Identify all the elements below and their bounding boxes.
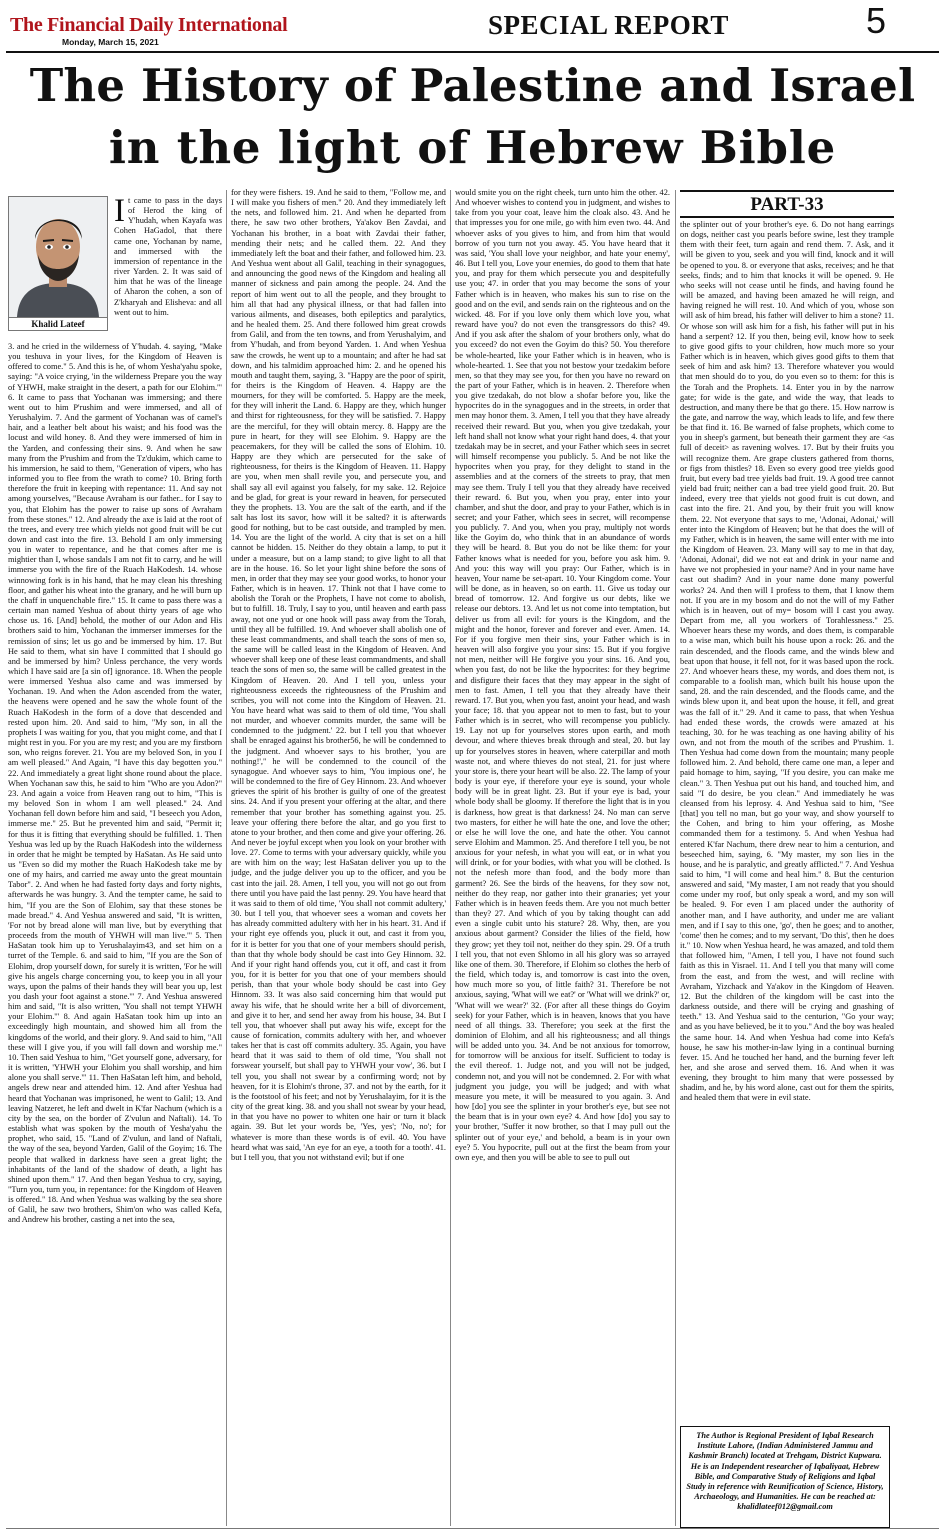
footer-rule bbox=[6, 1528, 939, 1529]
masthead bbox=[0, 0, 945, 52]
intro-text: t came to pass in the days of Herod the king of Y'hudah, when Kayafa was Cohen HaGadol, that there came one, Yochanan by name, and immersed with the immersion of repentance in the river Yarden. 2. It was said of him that he was of the lineage of Aharon the cohen, a son of Z'kharyah and Elisheva: and all went out to him. bbox=[114, 196, 222, 317]
author-name-caption: Khalid Lateef bbox=[8, 317, 108, 331]
author-photo-illustration bbox=[9, 197, 107, 317]
author-bio: The Author is Regional President of Iqbal Research Institute Lahore, (Indian Administered Jammu and Kashmir Branch) located at Trehgam, District Kupwara. He is an Independent researcher of Iqbaliyaat, Hebrew Bible, and Comparative Study of Religions and Iqbal Study in reference with Reunification of Science, History, Archaeology, and Humanities. He can be reached at: khalidlateef012@gmail.com bbox=[686, 1431, 884, 1512]
issue-date: Monday, March 15, 2021 bbox=[62, 37, 159, 47]
part-label: PART-33 bbox=[680, 190, 894, 218]
column-1-text: 3. and he cried in the wilderness of Y'hudah. 4. saying, "Make you teshuva in your lives, for the Kingdom of Heaven is offered to come." 5. And this is he, of whom Yesha'yahu spoke, saying: "A voice crying, 'in the wilderness Prepare you the way of YHWH, make straight in the desert, a path for our Elohim.'" 6. It came to pass that Yochanan was immersing; and there went out to him P'rushim and were immersed, and all of Yerushalyim. 7. And the garment of Yochanan was of camel's hair, and a leather belt about his waist; and his food was the locust and wild honey. 8. And they were immersed of him in the Yarden, and confessing their sins. 9. And when he saw many from the P'rushim and from the Tz'dukim, which came to his immersion, he said to them, "Generation of vipers, who has informed you to flee from the wrath to come? 10. Bring forth therefore the fruit in keeping with repentance: 11. And say not among yourselves, "Because Avraham is our father.. for I say to you, that Elohim has the power to raise up sons of Avraham from these stones." 12. And already the axe is laid at the root of the trees, and every tree which yields not good fruit will be cut down and cast into the fire. 13. Behold I am only immersing you in water to repentance, and he that comes after me is mightier than I, whose sandals I am not fit to carry, and he will immerse you with the fire of the Ruach HaKodesh. 14. whose winnowing fork is in his hand, that he may clean his threshing floor, and gather his wheat into the granary, and he will burn up the chaff in unquenchable fire." 15. It came to pass there was a certain man named Yeshua of about thirty years of age who chose us. 16. [And] behold, the mother of our Adon and His brothers said to him, Yochanan the immerser immerses for the remission of sins; let us go and be immersed by him. 17. But He said to them, what sin have I committed that I should go and be immersed by him? Unless perchance, the very words which I have said are [a sin of] ignorance. 18. When the people were immersed Yeshua also came and was immersed by Yochanan. 19. And when the Adon ascended from the water, the heavens were opened and he saw the whole fount of the Ruach HaKodesh in the form of a dove that descended and rested upon him. 20. And said to him, "My son, in all the prophets I was waiting for you, that you might come, and that I might rest in you. For you are my rest; and you are my firstborn son, who reigns forever. 21. You are my beloved Son, in you I am well pleased." And Again, "I have this day begotten you." 22. And immediately a great light shone round about the place. When Yochanan saw this, he said to him "Who are you Adon?" 23. And again a voice from Heaven rang out to him, "This is my beloved Son in whom I am well pleased." 24. And Yochanan fell down before him and said, "I beseech you Adon, immerse me." 25. But he prevented him and said, "Permit it; for thus it is fitting that everything should be fulfilled. 1. Then Yeshua was led up by the Ruach HaKodesh into the wilderness in order that he might be tempted by HaSatan. As He said unto us "Even so did my mother the Ruach HaKodesh take me by one of my hairs, and carried me away unto the great mountain Tabor". 2. And when he had fasted forty days and forty nights, afterwards he was hungry. 3. And the tempter came, he said to him, "If you are the Son of Elohim, say that these stones be made bread." 4. And Yeshua answered and said, "It is written, 'For not by bread alone will man live, but by everything that proceeds from the mouth of YHWH will man live.'" 5. Then HaSatan took him up to Yerushalayim43, and set him on a turret of the Temple. 6. and said to him, "If you are the Son of Elohim, drop yourself down, for surely it is written, 'For he will give his angels charge concerning you, to keep you in all your ways, upon the palms of their hands they will bear you up, lest you dash your foot against a stone.'" 7. And Yeshua answered him and said, "It is also written, 'You shall not tempt YHWH your Elohim.'" 8. And again HaSatan took him up into an exceedingly high mountain, and showed him all from the kingdoms of the world, and their glory. 9. And said to him, "All these will I give you, if you will fall down and worship me." 10. Then said Yeshua to him, "Get yourself gone, adversary, for it is written, 'YHWH your Elohim you shall worship, and him alone you shall serve.'" 11. Then HaSatan left him, and behold, angels drew near and attended him. 12. And after Yeshua had heard that Yochanan was imprisoned, he went to Galil; 13. And leaving Natzeret, he left and dwelt in K'far Nachum (which is a city by the sea, on the border of Z'vulun and Naftali). 14. To establish what was spoken by the mouth of Yesha'yahu the prophet, who said, 15. "Land of Z'vulun, and land of Naftali, the way of the sea, beyond Yarden, Galil of the Goyim; 16. The people that walked in darkness have seen a great light; the inhabitants of the land of the shadow of death, a light has shined upon them." 17. And then began Yeshua to cry, saying, "Turn you, turn you, in repentance: for the Kingdom of Heaven is offered." 18. And when Yeshua was walking by the sea shore of Galil, he saw two brothers, Shim'on who was called Kefa, and Andrew his brother, casting a net into the sea, bbox=[8, 342, 222, 1225]
column-divider bbox=[226, 190, 227, 1526]
article-intro bbox=[114, 193, 222, 318]
drop-cap: I bbox=[114, 193, 125, 229]
article-column-2 bbox=[231, 188, 446, 1528]
headline-line-2: in the light of Hebrew Bible bbox=[108, 121, 837, 174]
section-title: SPECIAL REPORT bbox=[488, 10, 729, 40]
column-4-text: the splinter out of your brother's eye. 6. Do not hang earrings on dogs, neither cast you pearls before swine, lest they trample them with their feet, turn again and rend them. 7. Ask, and it will be given to you, seek and you will find, knock and it will be opened to you. 8. or everyone that asks, receives; and he that seeks, finds; and to him that knocks it will be opened. 9. He who seeks will not cease until he finds, and having found he will be amazed, and having been amazed he will reign, and having reigned he will rest. 10. And which of you, whose son will ask of him bread, his father will deliver to him a stone? 11. Or whose son will ask him for a fish, his father will put in his hand a serpent? 12. If you then, being evil, know how to seek to give good gifts to your children, how much more so your Father which is in heaven, which gives good gifts to them that seek of him and ask him? 13. Therefore whatever you would that men should do to you, do you even so to them: for this is the Torah and the Prophets. 14. Enter you in by the narrow gate; for wide is the gate, and wide the way, that leads to destruction, and many there be that go there. 15. How narrow is the gate, and narrow the way, which leads to life, and few there be that find it. 16. Be warned of false prophets, which come to you in sheep's garment, but beneath their garment they are <as full of deceit> as ravening wolves. 17. But by their fruits you will recognize them. Are grape clusters gathered from thorns, or figs from thistles? 18. Even so every good tree yields good fruit, but every bad tree yields bad fruit. 19. A good tree cannot yield bad fruit; neither can a bad tree yield good fruit. 20. But indeed, every tree that yields not good fruit is cut down, and cast into the fire. 21. And you, by their fruit you will know them. 22. Not everyone that says to me, 'Adonai, Adonai,' will enter into the Kingdom of Heaven; but he that does the will of my Father, which is in heaven, the same will enter with me into the Kingdom of Heaven. 23. Many will say to me in that day, 'Adonai, Adonai', did we not eat and drink in your name and have we not prophesied in your name? And in your name have cast out shadim? And in your name done many powerful works? 24. And then will I profess to them, that I know them not. If you are in my bosom and do not the will of my Father which is in heaven, out of my= bosom will I cast you away. Depart from me, all you workers of Torahlessness." 25. Whoever hears these my words, and does them, is comparable to a wise man, which built his house upon a rock: 26. and the rain descended, and the floods came, and the winds blew and beat upon that house, it fell not, for it was based upon the rock. 27. And whoever hears these, my words, and does them not, is comparable to a foolish man, which built his house upon the sand, 28. and the rain descended, and the floods came, and the winds blew upon it, and beat upon the house, it fell, and great was the fall of it." 29. And it came to pass, that when Yeshua had ended these words, the crowds were amazed at his teaching, 30. for he was teaching as one having ability of his own, and not from the mouth of the scribes and P'rushim. 1. Then Yeshua had come down from the mountain; many people followed him. 2. And behold, there came one man, a leper and paid homage to him, saying, "If you desire, you can make me clean." 3. Then Yeshua put out his hand, and touched him, and said "I do desire, be you clean." And immediately he was cleansed from his leprosy. 4. And Yeshua said to him, "See [that] you tell no man, but go your way, and show yourself to the Cohen, and bring to him your offering, as Moshe commanded them for a testimony. 5. And when Yeshua had entered K'far Nachum, there drew near to him a centurion, and beseeched him, saying, 6. "My master, my son lies in the house, and he is paralytic, and greatly afflicted." 7. And Yeshua said to him, "I will come and heal him." 8. But the centurion answered and said, "My master, I am not ready that you should come under my roof, but only speak a word, and my son will be healed. 9. For even I am placed under the authority of another man, and I have authority, and under me are valiant men, and if I say to this one, 'go', then he goes; and to another, 'come' then he comes; and to my servant, 'Do this', then he does it." 10. Now when Yeshua heard, he was amazed, and told them that followed him, "Amen, I tell you, I have not found such faith as this in Yisrael. 11. And I tell you that many will come from the east, and from the west, and will recline with Avraham, Yizchack and Ya'akov in the Kingdom of Heaven. 12. But the children of the kingdom will be cast into the darkness outside, and there will be crying and gnashing of teeth." 13. And Yeshua said to the centurion, "Go your way; and as you have believed, be it to you." And the boy was healed the same hour. 14. And when Yeshua had come into Kefa's house, he saw his mother-in-law lying in a continual burning fever. 15. And he touched her hand, and the burning fever left her, and she arose and served them. 16. And when it was evening, they brought to him many that were possessed by shadim, and he, by his word alone, cast out for them the spirits, and healed them that were in evil state. bbox=[680, 220, 894, 1103]
column-divider bbox=[675, 190, 676, 1526]
header-rule bbox=[6, 51, 939, 53]
author-photo bbox=[8, 196, 108, 318]
column-2-text: for they were fishers. 19. And he said to them, "Follow me, and I will make you fishers of men." 20. And they immediately left the nets, and followed him. 21. And when he departed from there, he saw two other brothers, Ya'akov Ben Zavdai, and Yochanan his brother, in a boat with Zavdai their father, mending their nets; and he called them. 22. And they immediately left the boat and their father, and followed him. 23. And Yeshua went about all Galil, teaching in their synagogues, and announcing the good news of the Kingdom and healing all manner of sickness and pain among the people. 24. And the report of him went out to all the people, and they brought to him all that had any physical illness, or that had fallen into various ailments, and diseases, both epileptics and paralytics, and he healed them. 25. And there followed him great crowds from Galil, and from the ten towns, and from Yerushalyim, and from Y'hudah, and from beyond Yarden. 1. And when Yeshua saw the crowds, he went up to a mountain; and after he had sat down, and his talmidim approached him: 2. and he opened his mouth and taught them, saying, 3. "Happy are the poor of spirit, for theirs is the Kingdom of Heaven. 4. Happy are the mourners, for they will be comforted. 5. Happy are the meek, for they will inherit the Land. 6. Happy are they, which hunger and thirst for righteousness, for they will be satisfied. 7. Happy are the merciful, for they will obtain mercy. 8. Happy are the pure in heart, for they will see Elohim. 9. Happy are the peacemakers, for they will be called the sons of Elohim. 10. Happy are they which are persecuted for the sake of righteousness, for theirs is the Kingdom of Heaven. 11. Happy are you, when men shall revile you, and persecute you, and shall say all evil against you falsely, for my sake. 12. Rejoice and be glad, for great is your reward in heaven, for persecuted they the prophets. 13. You are the salt of the earth, and if the salt has lost its savor, how will it be salted? it is afterwards good for nothing, but to be cast outside, and trampled by men. 14. You are the light of the world. A city that is set on a hill cannot be hidden. 15. Neither do they obtain a lamp, to put it under a measure, but on a lamp stand; to give light to all that are in the house. 16. So let your light shine before the sons of men, in order that they may see your good works, to honor your Father, which is in heaven. 17. Think not that I have come to abolish the Torah or the Prophets, I have not come to abolish, but to fulfill. 18. Truly, I say to you, until heaven and earth pass away, not one yud or one hook will pass away from the Torah, until they all be fulfilled. 19. And whoever shall abolish one of these least commandments, and shall teach the sons of men so, the same will be called least in the Kingdom of Heaven. And whoever shall keep one of these least commandments, and shall teach the sons of men so, the same will be called greatest in the Kingdom of Heaven. 20. And I tell you, unless your righteousness exceeds the righteousness of the P'rushim and scribes, you will not come into the Kingdom of Heaven. 21. You have heard what was said to them of old time, 'You shall not murder, and whoever commits murder, the same will be condemned to the judgment.' 22. but I tell you that whoever shall be enraged against his brother56, he will be condemned to the judgment. And whoever says to his brother, 'you are nothing!'," he will be condemned to the council of the synagogue. And whoever says to him, 'You impious one', he will be condemned to the fire of Gey Hinnom. 23. And whoever grieves the spirit of his brother is guilty of one of the greatest sins. 24. And if you present your offering at the altar, and there remember that your brother has something against you. 25. leave your offering there before the altar, and go you first to atone to your brother, and then come and give your offering. 26. And never be joyful except when you look on your brother with love. 27. Come to terms with your adversary quickly, while you are with him on the way; lest HaSatan deliver you up to the judge, and the judge deliver you up to the officer, and you be cast into the jail. 28. Amen, I tell you, you will not go out from there until you have paid the last penny. 29. You have heard that it was said to them of old time, 'You shall not commit adultery,' 30. but I tell you, that whoever sees a woman and covets her has already committed adultery with her in his heart. 31. And if your right eye offends you, pluck it out, and cast it from you, for it is better for you that one of your members should perish, than that thy whole body should be cast into Gey Hinnom. 32. And if your right hand offends you, cut it off, and cast it from you, for it is better for you that one of your members should perish, than that your whole body should be cast into Gey Hinnom. 33. It was also said concerning him that would put away his wife, that he should write her a bill of divorcement, and give it to her, and send her away from his house, 34. But I tell you, that whoever shall put away his wife, except for the cause of fornication, commits adultery with her, and whoever takes her that is cast off commits adultery. 35. Again, you have heard that it was said to them of old time, 'You shall not forswear yourself, but shall pay to YHWH your vow', 36. but I tell you, you shall not swear by a confirming word; not by heaven, for it is Elohim's throne, 37. and not by the earth, for it is the footstool of his feet; and not by Yerushalayim, for it is the city of the great king. 38. and you shall not swear by your head, in that you have no power to whiten one hair or turn it black again. 39. But let your words be, 'Yes, yes'; 'No, no'; for whatever is more than these words is of evil. 40. You have heard what was said, 'An eye for an eye, a tooth for a tooth'. 41. but I tell you, that you not withstand evil; but if one bbox=[231, 188, 446, 1162]
page-number: 5 bbox=[866, 0, 887, 41]
author-portrait bbox=[8, 196, 108, 332]
publication-name: The Financial Daily International bbox=[10, 14, 288, 36]
article-headline bbox=[0, 55, 945, 179]
author-bio-box bbox=[680, 1426, 890, 1528]
article-column-1 bbox=[8, 342, 222, 1528]
article-column-4 bbox=[680, 220, 894, 1420]
article-column-3 bbox=[455, 188, 670, 1528]
column-divider bbox=[450, 190, 451, 1526]
column-3-text: would smite you on the right cheek, turn unto him the other. 42. And whoever wishes to contend you in judgment, and wishes to take from you your coat, leave him the cloak also. 43. And he that impresses you for one mile, go with him even two. 44. And whoever asks of you gives to him, and from him that would borrow of you turn not you away. 45. You have heard that it was said, 'You shall love your neighbor, and hate your enemy', 46. But I tell you, Love your enemies, do good to them that hate you, and pray for them which persecute you and despitefully use you; 47. in order that you may become the sons of your Father which is in heaven, who makes his sun to rise on the good and on the evil, and sends rain on the righteous and on the wicked. 48. For if you love only them which love you, what reward have you? do not even the transgressors do this? 49. And if you ask after the shalom of your brothers only, what do you exceed? do not even the Goyim do this? 50. You therefore be whole-hearted, like your Father which is in heaven, who is whole-hearted. 1. See that you not bestow your tzedakim before men, so that they may see you, for then you have no reward on the part of your Father, which is in heaven. 2. Therefore when you give tzedakah, do not blow a shofar before you, like the hypocrites do in the synagogues and in the streets, in order that men may honor them. 3. Amen, I tell you that they have already received their reward. But you, when you give tzedakah, your left hand shall not know what your right hand does, 4. that your tzedakah may be in secret, and your Father which sees in secret will himself recompense you publicly. 5. And be not like the hypocrites when you pray, for they delight to stand in the assemblies and at the corners of the streets to pray, that men may see them. Truly I tell you that they already have received their reward. 6. But you, when you pray, enter into your chamber, and shut the door, and pray to your Father, which is in secret; and your Father, which sees in secret, will recompense you publicly. 7. And you, when you pray, multiply not words like the Goyim do, who think that in an abundance of words they will be heard. 8. But you do not be like them: for your Father knows what is needed for you, before you ask him. 9. And you: this way will you pray: Our Father, which is in heaven, Your name be set-apart. 10. Your Kingdom come. Your will be done, as in heaven, so on earth. 11. Give us today our bread of tomorrow. 12. And forgive us our debts, like we release our debtors. 13. And let us not come into temptation, but deliver us from all evil: for yours is the Kingdom, and the might and the honor, forever and forever and ever. Amen. 14. For if you forgive men their sins, your Father which is in heaven will also forgive you your sins: 15. But if you forgive not men, neither will He forgive you your sins. 16. And you, when you fast, do not be like the hypocrites: for they begrime and disfigure their faces that they may appear in the sight of men to fast. Amen, I tell you that they already have their reward. 17. But you, when you fast, anoint your head, and wash your face; 18. that you appear not to men to fast, but to your Father which is in secret, who will recompense you publicly. 19. Lay not up for yourselves stores upon earth, and moth devour, and where thieves break through and steal, 20. but lay up for yourselves stores in heaven, where caterpillar and moth waste not, and where thieves do not steal, 21. for just where your store is, there your heart will be also. 22. The lamp of your body is your eye, if therefore your eye is sound, your whole body will be in great light. 23. But if your eye is bad, your whole body shall be gloomy. If therefore the light that is in you is darkness, how great is that darkness! 24. No man can serve two masters, for either he will hate the one, and love the other; or else he will love the one, and hate the other. You cannot serve Elohim and Mammon. 25. And therefore I tell you, be not anxious for your nefesh, in what you will eat, or in what you will drink, or for your bodies, with what you will be clothed. Is not the nefesh more than food, and the body more than garment? 26. See the birds of the heavens, for they sow not, neither do they reap, nor gather into their granaries; yet your Father which is in heaven feeds them. Are you not much better than they? 27. And which of you by taking thought can add even a single cubit unto his stature? 28. Why, then, are you anxious about garment? Consider the lilies of the field, how they grow; yet they toil not, neither do they spin. 29. Of a truth I tell you, that not even Shlomo in all his glory was so arrayed like one of them. 30. Therefore, if Elohim so clothes the herb of the field, which today is, and tomorrow is cast into the oven, how much more so you, of little faith? 31. Therefore be not anxious, saying, 'What will we eat?' or 'What will we drink?' or, 'What will we wear?' 32. (For after all these things do Goyim seek) for your Father, which is in heaven, knows that you have need of all things. 33. Therefore; you seek at the first the dominion of Elohim, and all his righteousness; and all things will be added unto you. 34. And be not anxious for tomorrow, for tomorrow will be anxious for itself. Sufficient to today is the evil thereof. 1. Judge not, and you will not be judged, condemn not, and you will not be condemned. 2. For with what judgment you judge, you will be judged; and with what measure you mete, it will be measured to you again. 3. And how [do] you see the splinter in your brother's eye, but see not the beam that is in your own eye? 4. And how [do] you say to your brother, 'Suffer it now brother, so that I may pull out the splinter out of your eye,' and behold, a beam is in your own eye? 5. You hypocrite, pull out at the first the beam from your own eye, and then you will be able to see to pull out bbox=[455, 188, 670, 1162]
headline-line-1: The History of Palestine and Israel bbox=[29, 59, 916, 112]
